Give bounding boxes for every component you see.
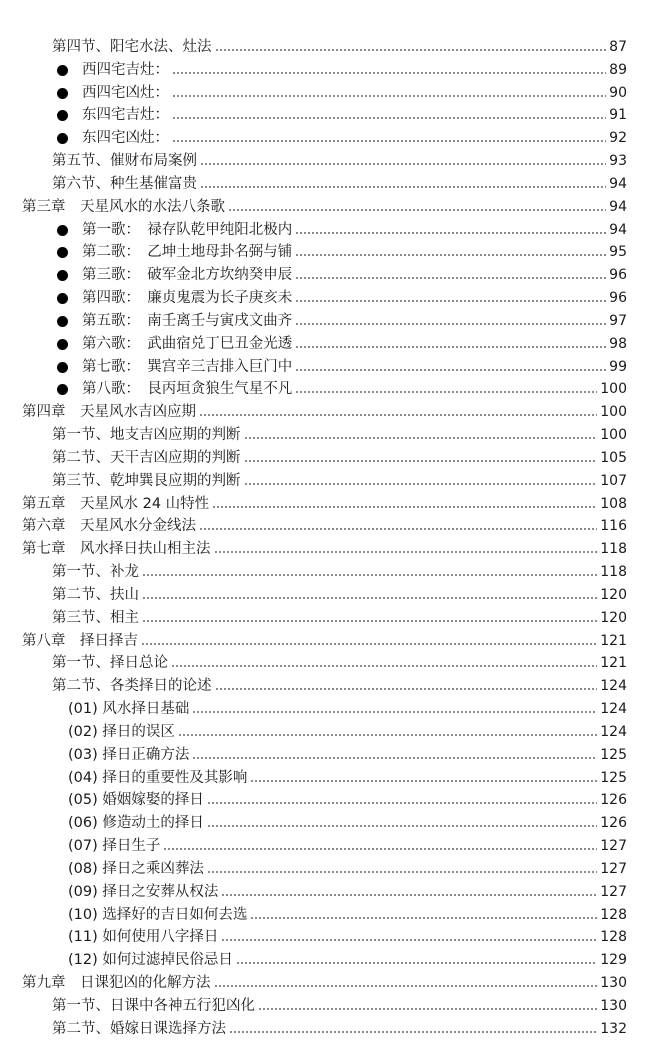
dot-leader xyxy=(244,482,598,486)
toc-entry-item[interactable] xyxy=(0,765,647,788)
toc-entry-page-number: 108 xyxy=(600,495,627,512)
toc-entry-label: 第九章 日课犯凶的化解方法 xyxy=(22,975,211,992)
toc-entry-section[interactable] xyxy=(0,148,647,171)
toc-entry-page-number: 89 xyxy=(609,61,627,78)
toc-entry-label: 第三章 天星风水的水法八条歌 xyxy=(22,198,225,215)
toc-entry-label: 第二歌： 乙坤土地母卦名弼与铺 xyxy=(82,244,293,261)
toc-entry-label: 第一节、地支吉凶应期的判断 xyxy=(52,427,241,444)
toc-entry-label: (06) 修造动土的择日 xyxy=(68,815,204,832)
toc-entry-label: 第八歌： 艮丙垣贪狼生气星不凡 xyxy=(82,381,293,398)
bullet-icon xyxy=(57,88,68,99)
toc-entry-page-number: 125 xyxy=(600,746,627,763)
bullet-icon xyxy=(57,316,68,327)
toc-entry-label: 第二节、天干吉凶应期的判断 xyxy=(52,449,241,466)
toc-entry-label: 东四宅吉灶： xyxy=(82,107,169,124)
toc-entry-page-number: 94 xyxy=(609,198,627,215)
toc-entry-page-number: 128 xyxy=(600,906,627,923)
toc-entry-item[interactable] xyxy=(0,879,647,902)
toc-entry-bullet[interactable] xyxy=(0,217,647,240)
toc-entry-item[interactable] xyxy=(0,719,647,742)
dot-leader xyxy=(295,253,606,257)
toc-entry-label: 第四章 天星风水吉凶应期 xyxy=(22,404,196,421)
toc-entry-bullet[interactable] xyxy=(0,57,647,80)
toc-entry-page-number: 118 xyxy=(600,564,627,581)
toc-entry-label: 西四宅凶灶： xyxy=(82,84,169,101)
toc-entry-bullet[interactable] xyxy=(0,262,647,285)
dot-leader xyxy=(192,710,597,714)
toc-entry-label: 第八章 择日择吉 xyxy=(22,632,138,649)
bullet-icon xyxy=(57,270,68,281)
dot-leader xyxy=(192,756,597,760)
toc-entry-page-number: 96 xyxy=(609,267,627,284)
toc-entry-page-number: 127 xyxy=(600,838,627,855)
dot-leader xyxy=(295,390,597,394)
toc-entry-page-number: 107 xyxy=(600,472,627,489)
toc-entry-page-number: 120 xyxy=(600,609,627,626)
toc-entry-page-number: 100 xyxy=(600,404,627,421)
bullet-icon xyxy=(57,384,68,395)
toc-entry-page-number: 92 xyxy=(609,130,627,147)
dot-leader xyxy=(207,801,597,805)
toc-entry-page-number: 121 xyxy=(600,655,627,672)
toc-entry-page-number: 95 xyxy=(609,244,627,261)
toc-entry-label: 第三歌： 破军金北方坎纳癸申辰 xyxy=(82,267,293,284)
toc-entry-item[interactable] xyxy=(0,924,647,947)
toc-entry-chapter[interactable] xyxy=(0,970,647,993)
toc-entry-item[interactable] xyxy=(0,947,647,970)
dot-leader xyxy=(221,938,597,942)
toc-entry-page-number: 118 xyxy=(600,541,627,558)
bullet-icon xyxy=(57,339,68,350)
toc-entry-page-number: 124 xyxy=(600,723,627,740)
toc-entry-label: 第六歌： 武曲宿兑丁巳丑金光透 xyxy=(82,335,293,352)
toc-entry-section[interactable] xyxy=(0,445,647,468)
toc-entry-page-number: 100 xyxy=(600,381,627,398)
toc-entry-label: 第四节、阳宅水法、灶法 xyxy=(52,39,212,55)
toc-entry-label: (05) 婚姻嫁娶的择日 xyxy=(68,792,204,809)
toc-entry-section[interactable] xyxy=(0,559,647,582)
toc-entry-chapter[interactable] xyxy=(0,513,647,536)
dot-leader xyxy=(244,459,598,463)
toc-entry-item[interactable] xyxy=(0,742,647,765)
dot-leader xyxy=(207,824,597,828)
toc-entry-page-number: 116 xyxy=(600,518,627,535)
toc-entry-chapter[interactable] xyxy=(0,399,647,422)
toc-entry-bullet[interactable] xyxy=(0,102,647,125)
toc-entry-page-number: 96 xyxy=(609,290,627,307)
dot-leader xyxy=(200,185,606,189)
dot-leader xyxy=(178,733,597,737)
toc-entry-page-number: 98 xyxy=(609,335,627,352)
toc-entry-page-number: 127 xyxy=(600,860,627,877)
toc-entry-label: 第七章 风水择日扶山相主法 xyxy=(22,541,211,558)
dot-leader xyxy=(199,413,597,417)
toc-entry-label: (11) 如何使用八字择日 xyxy=(68,929,219,946)
toc-entry-label: 第二节、扶山 xyxy=(52,586,139,603)
toc-entry-label: (03) 择日正确方法 xyxy=(68,746,190,763)
toc-entry-section[interactable] xyxy=(0,993,647,1016)
toc-entry-label: 第五节、催财布局案例 xyxy=(52,153,197,170)
toc-entry-label: 第一节、补龙 xyxy=(52,564,139,581)
toc-entry-bullet[interactable] xyxy=(0,285,647,308)
bullet-icon xyxy=(57,133,68,144)
toc-entry-bullet[interactable] xyxy=(0,80,647,103)
toc-entry-page-number: 128 xyxy=(600,929,627,946)
toc-entry-item[interactable] xyxy=(0,810,647,833)
toc-entry-page-number: 94 xyxy=(609,221,627,238)
toc-entry-section[interactable] xyxy=(0,605,647,628)
dot-leader xyxy=(207,870,597,874)
toc-entry-bullet[interactable] xyxy=(0,376,647,399)
dot-leader xyxy=(221,893,597,897)
toc-entry-item[interactable] xyxy=(0,833,647,856)
dot-leader xyxy=(212,505,597,509)
toc-entry-section[interactable] xyxy=(0,673,647,696)
toc-entry-label: (02) 择日的误区 xyxy=(68,723,175,740)
dot-leader xyxy=(163,847,597,851)
dot-leader xyxy=(215,687,598,691)
dot-leader xyxy=(215,48,607,52)
dot-leader xyxy=(229,1030,597,1034)
toc-entry-section[interactable] xyxy=(0,582,647,605)
dot-leader xyxy=(228,208,606,212)
toc-entry-label: 第一歌： 禄存队乾甲纯阳北极内 xyxy=(82,221,293,238)
toc-entry-label: (08) 择日之乘凶葬法 xyxy=(68,860,204,877)
dot-leader xyxy=(244,436,598,440)
toc-entry-label: (01) 风水择日基础 xyxy=(68,701,190,718)
toc-entry-section[interactable] xyxy=(0,468,647,491)
toc-entry-page-number: 124 xyxy=(600,678,627,695)
toc-entry-page-number: 99 xyxy=(609,358,627,375)
dot-leader xyxy=(141,642,597,646)
toc-entry-item[interactable] xyxy=(0,787,647,810)
dot-leader xyxy=(250,916,597,920)
toc-entry-section[interactable] xyxy=(0,171,647,194)
dot-leader xyxy=(214,984,598,988)
toc-entry-page-number: 126 xyxy=(600,815,627,832)
dot-leader xyxy=(295,368,606,372)
toc-entry-bullet[interactable] xyxy=(0,125,647,148)
toc-entry-page-number: 97 xyxy=(609,312,627,329)
toc-entry-page-number: 126 xyxy=(600,792,627,809)
toc-entry-label: (12) 如何过滤掉民俗忌日 xyxy=(68,952,233,969)
toc-entry-page-number: 91 xyxy=(609,107,627,124)
bullet-icon xyxy=(57,110,68,121)
dot-leader xyxy=(295,299,606,303)
toc-entry-item[interactable] xyxy=(0,856,647,879)
toc-entry-chapter[interactable] xyxy=(0,491,647,514)
toc-entry-item[interactable] xyxy=(0,902,647,925)
dot-leader xyxy=(295,322,606,326)
toc-entry-bullet[interactable] xyxy=(0,308,647,331)
toc-entry-label: 第二节、婚嫁日课选择方法 xyxy=(52,1020,226,1037)
toc-entry-page-number: 124 xyxy=(600,701,627,718)
toc-entry-bullet[interactable] xyxy=(0,331,647,354)
toc-entry-label: 第一节、日课中各神五行犯凶化 xyxy=(52,997,255,1014)
bullet-icon xyxy=(57,247,68,258)
dot-leader xyxy=(142,573,597,577)
toc-entry-label: 东四宅凶灶： xyxy=(82,130,169,147)
toc-entry-page-number: 90 xyxy=(609,84,627,101)
toc-entry-page-number: 127 xyxy=(600,883,627,900)
toc-entry-label: 第六章 天星风水分金线法 xyxy=(22,518,196,535)
toc-entry-label: 第七歌： 巽宫辛三吉排入巨门中 xyxy=(82,358,293,375)
toc-entry-label: 第六节、种生基催富贵 xyxy=(52,175,197,192)
toc-entry-chapter[interactable] xyxy=(0,536,647,559)
dot-leader xyxy=(172,116,606,120)
dot-leader xyxy=(171,664,597,668)
bullet-icon xyxy=(57,362,68,373)
toc-entry-page-number: 120 xyxy=(600,586,627,603)
toc-entry-page-number: 132 xyxy=(600,1020,627,1037)
bullet-icon xyxy=(57,293,68,304)
dot-leader xyxy=(214,550,598,554)
toc-entry-label: 西四宅吉灶： xyxy=(82,61,169,78)
toc-entry-chapter[interactable] xyxy=(0,628,647,651)
toc-entry-label: 第五歌： 南壬离壬与寅戌文曲齐 xyxy=(82,312,293,329)
toc-entry-label: (09) 择日之安葬从权法 xyxy=(68,883,219,900)
toc-entry-label: 第三节、乾坤巽艮应期的判断 xyxy=(52,472,241,489)
toc-entry-section[interactable] xyxy=(0,650,647,673)
toc-entry-label: (04) 择日的重要性及其影响 xyxy=(68,769,248,786)
dot-leader xyxy=(200,162,606,166)
dot-leader xyxy=(295,276,606,280)
toc-entry-page-number: 125 xyxy=(600,769,627,786)
dot-leader xyxy=(295,231,606,235)
bullet-icon xyxy=(57,65,68,76)
toc-entry-page-number: 94 xyxy=(609,175,627,192)
dot-leader xyxy=(142,619,597,623)
dot-leader xyxy=(172,139,606,143)
toc-entry-page-number: 105 xyxy=(600,449,627,466)
toc-entry-page-number: 121 xyxy=(600,632,627,649)
toc-entry-bullet[interactable] xyxy=(0,354,647,377)
bullet-icon xyxy=(57,225,68,236)
toc-entry-section[interactable] xyxy=(0,34,647,57)
dot-leader xyxy=(172,94,606,98)
toc-entry-label: (07) 择日生子 xyxy=(68,838,161,855)
dot-leader xyxy=(236,961,597,965)
dot-leader xyxy=(142,596,597,600)
toc-entry-page-number: 100 xyxy=(600,427,627,444)
toc-entry-bullet[interactable] xyxy=(0,239,647,262)
toc-entry-label: (10) 选择好的吉日如何去选 xyxy=(68,906,248,923)
dot-leader xyxy=(250,779,597,783)
dot-leader xyxy=(258,1007,597,1011)
toc-entry-page-number: 129 xyxy=(600,952,627,969)
toc-entry-label: 第二节、各类择日的论述 xyxy=(52,678,212,695)
toc-entry-label: 第一节、择日总论 xyxy=(52,655,168,672)
toc-entry-page-number: 130 xyxy=(600,997,627,1014)
dot-leader xyxy=(199,527,597,531)
toc-entry-page-number: 93 xyxy=(609,153,627,170)
toc-entry-chapter[interactable] xyxy=(0,194,647,217)
toc-entry-item[interactable] xyxy=(0,696,647,719)
toc-entry-label: 第三节、相主 xyxy=(52,609,139,626)
toc-entry-section[interactable] xyxy=(0,1016,647,1039)
toc-entry-label: 第四歌： 廉贞鬼震为长子庚亥未 xyxy=(82,290,293,307)
toc-entry-section[interactable] xyxy=(0,422,647,445)
toc-entry-page-number: 87 xyxy=(609,39,627,55)
dot-leader xyxy=(172,71,606,75)
toc-entry-page-number: 130 xyxy=(600,975,627,992)
toc-entry-label: 第五章 天星风水 24 山特性 xyxy=(22,495,210,512)
dot-leader xyxy=(295,345,606,349)
